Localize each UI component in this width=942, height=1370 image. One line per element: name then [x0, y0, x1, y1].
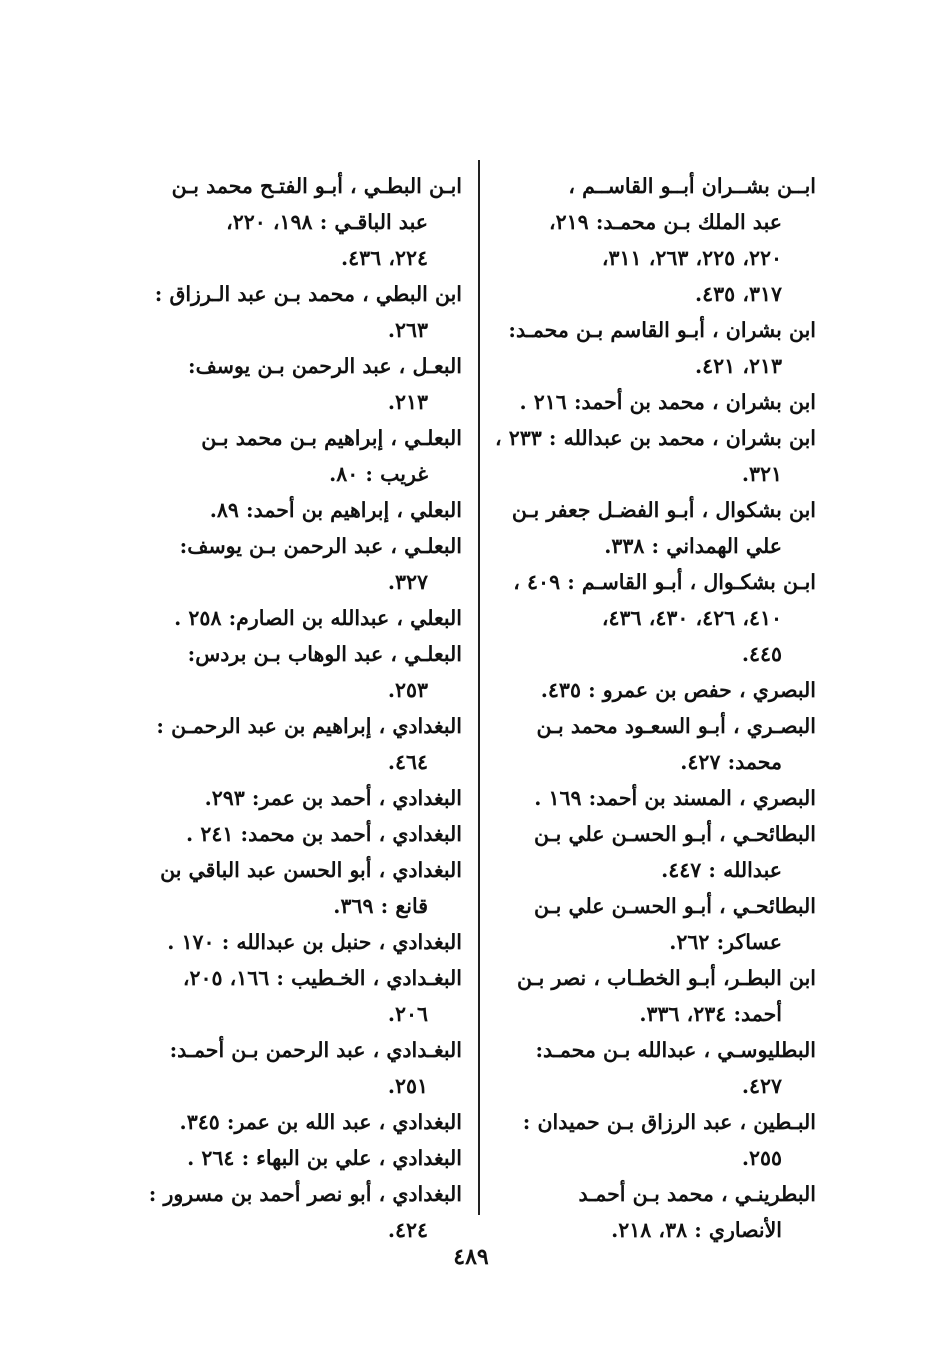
index-entry: البطليوسـي ، عبدالله بـن محمـد:	[535, 1038, 816, 1062]
index-entry: البغدادي ، أحمد بن محمد: ٢٤١ .	[186, 822, 462, 846]
index-entry-continuation: قانع : ٣٦٩.	[333, 894, 428, 918]
index-entry-continuation: ٣٢٧.	[387, 570, 428, 594]
index-entry: البصـري ، أبـو السعـود محمد بـن	[536, 714, 816, 738]
index-entry: البغدادي ، عبد الله بن عمر: ٣٤٥.	[179, 1110, 462, 1134]
index-entry: ابن بشران ، أبـو القاسم بـن محمـد:	[508, 318, 816, 342]
index-entry-continuation: ٤٤٥.	[741, 642, 782, 666]
index-entry-continuation: عساكر: ٢٦٢.	[669, 930, 782, 954]
column-divider	[478, 160, 480, 1215]
index-entry-continuation: ٢٠٦.	[387, 1002, 428, 1026]
index-entry-continuation: ٢٥١.	[387, 1074, 428, 1098]
index-entry: البغدادي ، أحمد بن عمر: ٢٩٣.	[204, 786, 462, 810]
index-entry-continuation: عبد الباقـي : ١٩٨، ٢٢٠،	[226, 210, 428, 234]
index-entry-continuation: محمد: ٤٢٧.	[680, 750, 782, 774]
index-entry: ابـن البطـي ، أبـو الفتـح محمد بـن	[171, 174, 462, 198]
index-entry-continuation: ٢٢٠، ٢٢٥، ٢٦٣، ٣١١،	[601, 246, 782, 270]
index-entry: البطرينـي ، محمد بـن أحمـد	[578, 1182, 816, 1206]
index-column-right	[494, 168, 816, 1248]
index-column-left	[148, 168, 462, 1248]
index-entry-continuation: علي الهمداني : ٣٣٨.	[604, 534, 782, 558]
index-entry: البعلي ، إبراهيم بن أحمد: ٨٩.	[209, 498, 462, 522]
index-entry-continuation: عبدالله : ٤٤٧.	[661, 858, 782, 882]
index-entry: ابـن بشكـوال ، أبـو القاسـم : ٤٠٩ ،	[513, 570, 816, 594]
index-entry: البغـدادي ، الخـطيب : ١٦٦، ٢٠٥،	[182, 966, 462, 990]
index-entry: البغدادي ، أبو نصر أحمد بن مسرور :	[148, 1182, 462, 1206]
index-entry-continuation: ٢٢٤، ٤٣٦.	[341, 246, 428, 270]
index-entry-continuation: الأنصاري : ٣٨، ٢١٨.	[611, 1218, 782, 1242]
page-number: ٤٨٩	[453, 1244, 489, 1270]
index-entry-continuation: أحمد: ٢٣٤، ٣٣٦.	[639, 1002, 782, 1026]
index-entry: البصري ، المسند بن أحمد: ١٦٩ .	[534, 786, 816, 810]
index-entry: البغدادي ، حنبل بن عبدالله : ١٧٠ .	[167, 930, 462, 954]
index-entry: البغدادي ، علي بن البهاء : ٢٦٤ .	[187, 1146, 462, 1170]
index-entry: البصري ، حفص بن عمرو : ٤٣٥.	[540, 678, 816, 702]
index-entry-continuation: ٢٥٣.	[387, 678, 428, 702]
index-entry: البعلـي ، عبد الرحمن بـن يوسف:	[179, 534, 462, 558]
index-entry-continuation: عبد الملك بـن محمـد: ٢١٩،	[549, 210, 782, 234]
index-entry-continuation: ٣١٧، ٤٣٥.	[695, 282, 782, 306]
index-entry-continuation: ٢٥٥.	[741, 1146, 782, 1170]
index-entry: البعـل ، عبد الرحمن بـن يوسف:	[188, 354, 462, 378]
index-entry-continuation: ٢١٣.	[387, 390, 428, 414]
index-entry: البغدادي ، إبراهيم بن عبد الرحمـن :	[156, 714, 462, 738]
index-entry: البعلـي ، إبراهيم بـن محمد بـن	[201, 426, 462, 450]
index-entry: ابن بشران ، محمد بن عبدالله : ٢٣٣ ،	[494, 426, 816, 450]
index-entry: ابن البطـر، أبـو الخطـاب ، نصر بـن	[517, 966, 816, 990]
index-entry: البـطين ، عبد الرزاق بـن حميدان :	[522, 1110, 816, 1134]
index-entry-continuation: ٢٦٣.	[387, 318, 428, 342]
index-entry: ابن بشكوال ، أبـو الفضـل جعفر بـن	[511, 498, 816, 522]
index-entry: البعلي ، عبدالله بن الصارم: ٢٥٨ .	[174, 606, 462, 630]
index-entry: البطائحـي ، أبـو الحسـن علي بـن	[533, 822, 816, 846]
index-entry-continuation: ٤٦٤.	[387, 750, 428, 774]
index-entry-continuation: ٤٢٤.	[387, 1218, 428, 1242]
index-entry-continuation: ٤٢٧.	[741, 1074, 782, 1098]
index-entry: ابن البطي ، محمد بـن عبد الـرزاق :	[154, 282, 462, 306]
index-entry: ابن بشران ، محمد بن أحمد: ٢١٦ .	[519, 390, 816, 414]
index-entry-continuation: ٢١٣، ٤٢١.	[695, 354, 782, 378]
index-entry-continuation: غريب : ٨٠.	[329, 462, 428, 486]
index-entry: البغدادي ، أبو الحسن عبد الباقي بن	[160, 858, 462, 882]
index-entry: ابــن بشــران أبــو القاســم ،	[568, 174, 816, 198]
index-entry-continuation: ٣٢١.	[741, 462, 782, 486]
index-entry: البطائحـي ، أبـو الحسـن علي بـن	[533, 894, 816, 918]
index-entry: البغـدادي ، عبد الرحمن بـن أحمـد:	[169, 1038, 462, 1062]
index-entry-continuation: ٤١٠، ٤٢٦، ٤٣٠، ٤٣٦،	[601, 606, 782, 630]
index-entry: البعلـي ، عبد الوهاب بـن بردس:	[187, 642, 462, 666]
